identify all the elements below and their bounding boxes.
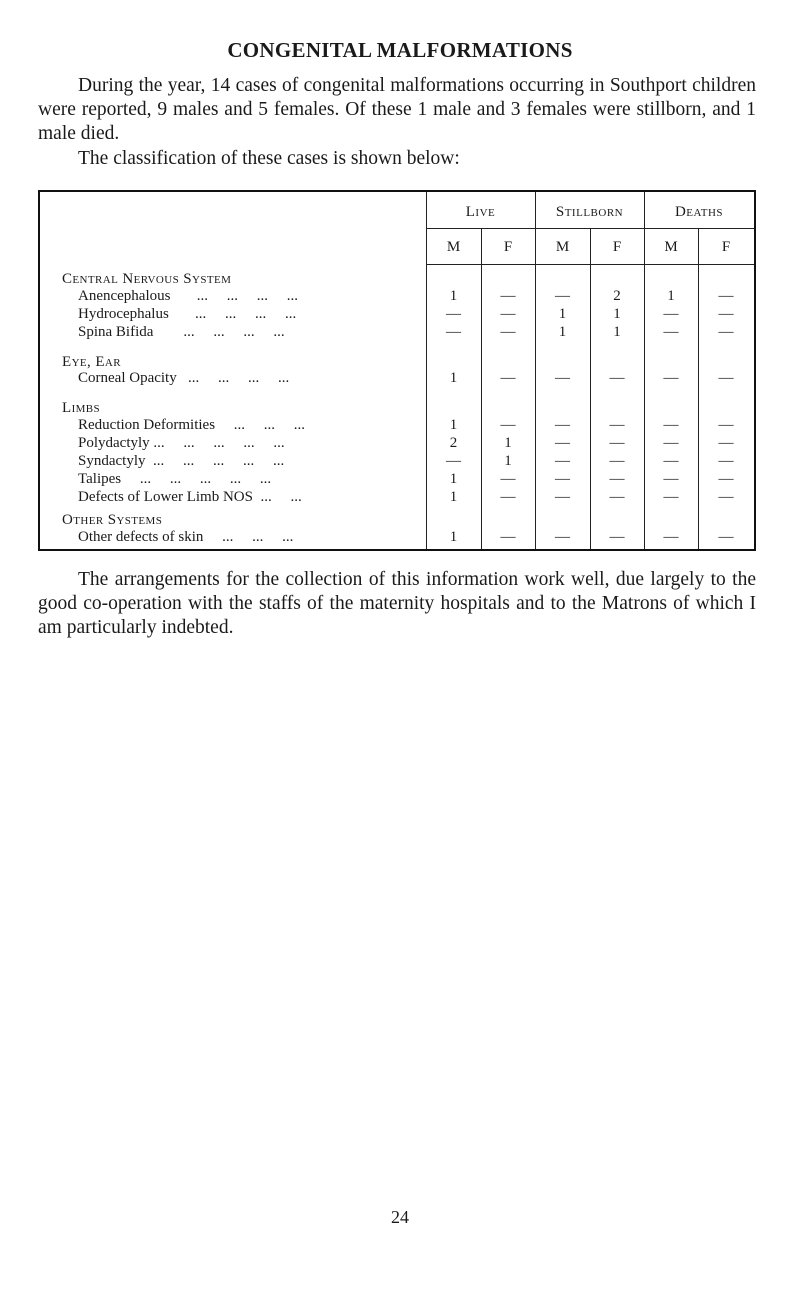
header-rule xyxy=(426,228,754,229)
cell: — xyxy=(663,471,679,487)
cell: — xyxy=(609,471,625,487)
header-rule xyxy=(426,264,754,265)
page-title: CONGENITAL MALFORMATIONS xyxy=(227,38,573,62)
cell: — xyxy=(500,417,516,433)
cell: — xyxy=(555,489,570,505)
cell: 1 xyxy=(449,489,458,505)
cell: — xyxy=(609,435,625,451)
cell: — xyxy=(718,288,734,304)
cell: — xyxy=(555,435,570,451)
cell: — xyxy=(555,529,570,545)
subheader-m: M xyxy=(555,239,570,255)
subheader-f: F xyxy=(721,239,731,255)
cell: 1 xyxy=(558,306,567,322)
group-header-stillborn: Stillborn xyxy=(555,204,624,220)
cell: — xyxy=(609,370,625,386)
cell: 1 xyxy=(667,288,675,304)
subheader-m: M xyxy=(446,239,461,255)
cell: — xyxy=(663,370,679,386)
cell: — xyxy=(718,435,734,451)
row-label: Polydactyly ... ... ... ... ... xyxy=(78,435,285,451)
row-label: Anencephalous ... ... ... ... xyxy=(78,288,298,304)
subheader-f: F xyxy=(503,239,513,255)
cell: — xyxy=(446,324,461,340)
row-label: Corneal Opacity ... ... ... ... xyxy=(78,370,290,386)
cell: — xyxy=(718,417,734,433)
row-label: Defects of Lower Limb NOS ... ... xyxy=(78,489,302,505)
cell: 1 xyxy=(449,417,458,433)
classification-paragraph: The classification of these cases is shown below: xyxy=(78,148,460,169)
cell: 1 xyxy=(504,453,512,469)
cell: — xyxy=(446,306,461,322)
cell: — xyxy=(500,324,516,340)
row-label: Spina Bifida ... ... ... ... xyxy=(78,324,285,340)
section-title: Central Nervous System xyxy=(62,271,232,287)
section-title: Eye, Ear xyxy=(62,354,121,370)
cell: — xyxy=(500,306,516,322)
cell: 1 xyxy=(613,306,621,322)
cell: 1 xyxy=(449,471,458,487)
cell: — xyxy=(555,288,570,304)
cell: — xyxy=(718,471,734,487)
cell: 1 xyxy=(449,370,458,386)
cell: — xyxy=(609,529,625,545)
subheader-f: F xyxy=(612,239,622,255)
cell: — xyxy=(555,370,570,386)
cell: — xyxy=(609,453,625,469)
cell: 1 xyxy=(504,435,512,451)
cell: — xyxy=(718,306,734,322)
cell: — xyxy=(500,489,516,505)
cell: 1 xyxy=(449,529,458,545)
row-label: Other defects of skin ... ... ... xyxy=(78,529,294,545)
cell: — xyxy=(718,453,734,469)
cell: — xyxy=(555,417,570,433)
cell: — xyxy=(609,417,625,433)
cell: — xyxy=(718,324,734,340)
cell: 2 xyxy=(613,288,621,304)
group-header-live: Live xyxy=(465,204,496,220)
cell: — xyxy=(663,417,679,433)
cell: — xyxy=(500,471,516,487)
cell: — xyxy=(663,453,679,469)
row-label: Reduction Deformities ... ... ... xyxy=(78,417,306,433)
cell: — xyxy=(500,529,516,545)
cell: 1 xyxy=(613,324,621,340)
cell: 1 xyxy=(558,324,567,340)
cell: — xyxy=(500,370,516,386)
page-number: 24 xyxy=(391,1207,409,1227)
cell: — xyxy=(663,306,679,322)
section-title: Limbs xyxy=(62,400,101,416)
cell: — xyxy=(663,529,679,545)
row-label: Syndactyly ... ... ... ... ... xyxy=(78,453,285,469)
cell: — xyxy=(500,288,516,304)
cell: — xyxy=(718,529,734,545)
cell: — xyxy=(609,489,625,505)
row-label: Talipes ... ... ... ... ... xyxy=(78,471,272,487)
cell: — xyxy=(663,489,679,505)
subheader-m: M xyxy=(664,239,678,255)
group-header-deaths: Deaths xyxy=(674,204,724,220)
cell: — xyxy=(718,489,734,505)
malformations-table xyxy=(38,190,756,551)
cell: 1 xyxy=(449,288,458,304)
cell: 2 xyxy=(449,435,458,451)
cell: — xyxy=(663,435,679,451)
cell: — xyxy=(555,471,570,487)
cell: — xyxy=(555,453,570,469)
section-title: Other Systems xyxy=(62,512,163,528)
cell: — xyxy=(446,453,461,469)
closing-paragraph: The arrangements for the collection of this information work well, due largely to the good co-operation with the staffs of the maternity hospitals and to the Matrons of which I am particularly indebted. xyxy=(38,569,756,638)
cell: — xyxy=(663,324,679,340)
intro-paragraph: During the year, 14 cases of congenital malformations occurring in Southport children were reported, 9 males and 5 females. Of these 1 male and 3 females were stillborn, and 1 male died. xyxy=(38,75,756,144)
row-label: Hydrocephalus ... ... ... ... xyxy=(78,306,297,322)
cell: — xyxy=(718,370,734,386)
